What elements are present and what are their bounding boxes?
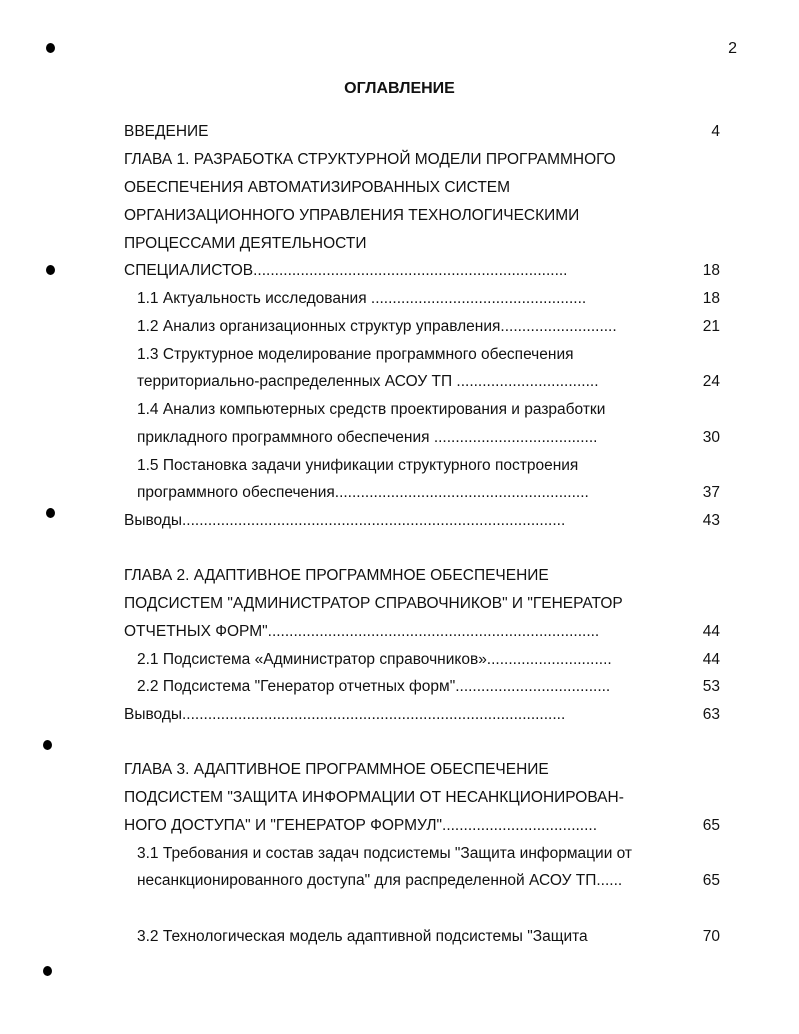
toc-page-number: 53 bbox=[702, 678, 720, 695]
toc-page-number: 44 bbox=[702, 651, 720, 668]
punch-hole-mark bbox=[43, 740, 52, 750]
toc-section-1-5: 1.5 Постановка задачи унификации структурного построения bbox=[137, 457, 579, 474]
toc-section-3-1: 3.1 Требования и состав задач подсистемы "Защита информации от bbox=[137, 845, 633, 862]
page-number: 2 bbox=[728, 40, 737, 57]
toc-chapter-2-title: ПОДСИСТЕМ "АДМИНИСТРАТОР СПРАВОЧНИКОВ" И "ГЕНЕРАТОР bbox=[124, 595, 623, 612]
toc-page-number: 18 bbox=[702, 290, 720, 307]
punch-hole-mark bbox=[46, 43, 55, 53]
toc-page-number: 44 bbox=[702, 623, 720, 640]
toc-section-3-1: несанкционированного доступа" для распределенной АСОУ ТП...... bbox=[137, 872, 623, 889]
toc-page-number: 70 bbox=[702, 928, 720, 945]
toc-page-number: 18 bbox=[702, 262, 720, 279]
toc-section-2-1: 2.1 Подсистема «Администратор справочников»............................. bbox=[137, 651, 612, 668]
toc-chapter-1-title: ОРГАНИЗАЦИОННОГО УПРАВЛЕНИЯ ТЕХНОЛОГИЧЕСКИМИ bbox=[124, 207, 580, 224]
toc-chapter-3-title: ПОДСИСТЕМ "ЗАЩИТА ИНФОРМАЦИИ ОТ НЕСАНКЦИОНИРОВАН- bbox=[124, 789, 624, 806]
toc-chapter-3-title: НОГО ДОСТУПА" И "ГЕНЕРАТОР ФОРМУЛ".................................... bbox=[124, 817, 598, 834]
toc-page-number: 30 bbox=[702, 429, 720, 446]
toc-conclusions-2: Выводы......................................................................................... bbox=[124, 706, 566, 723]
toc-page-number: 24 bbox=[702, 373, 720, 390]
toc-entry-introduction: ВВЕДЕНИЕ bbox=[124, 123, 209, 140]
toc-page-number: 65 bbox=[702, 872, 720, 889]
toc-chapter-2-title: ОТЧЕТНЫХ ФОРМ"............................................................................. bbox=[124, 623, 600, 640]
toc-chapter-3-title: ГЛАВА 3. АДАПТИВНОЕ ПРОГРАММНОЕ ОБЕСПЕЧЕНИЕ bbox=[124, 761, 549, 778]
toc-chapter-1-title: СПЕЦИАЛИСТОВ......................................................................... bbox=[124, 262, 568, 279]
toc-chapter-1-title: ГЛАВА 1. РАЗРАБОТКА СТРУКТУРНОЙ МОДЕЛИ ПРОГРАММНОГО bbox=[124, 151, 616, 168]
toc-section-1-1: 1.1 Актуальность исследования .................................................. bbox=[137, 290, 587, 307]
toc-page-number: 63 bbox=[702, 706, 720, 723]
toc-page-number: 43 bbox=[702, 512, 720, 529]
toc-title: ОГЛАВЛЕНИЕ bbox=[344, 80, 455, 97]
toc-section-1-3: территориально-распределенных АСОУ ТП ................................. bbox=[137, 373, 599, 390]
toc-section-1-3: 1.3 Структурное моделирование программного обеспечения bbox=[137, 346, 574, 363]
toc-page-number: 65 bbox=[702, 817, 720, 834]
toc-section-3-2: 3.2 Технологическая модель адаптивной подсистемы "Защита bbox=[137, 928, 588, 945]
toc-page-number: 37 bbox=[702, 484, 720, 501]
toc-chapter-1-title: ОБЕСПЕЧЕНИЯ АВТОМАТИЗИРОВАННЫХ СИСТЕМ bbox=[124, 179, 511, 196]
toc-chapter-2-title: ГЛАВА 2. АДАПТИВНОЕ ПРОГРАММНОЕ ОБЕСПЕЧЕНИЕ bbox=[124, 567, 549, 584]
punch-hole-mark bbox=[43, 966, 52, 976]
toc-section-1-2: 1.2 Анализ организационных структур управления........................... bbox=[137, 318, 617, 335]
toc-section-1-4: прикладного программного обеспечения ...................................... bbox=[137, 429, 598, 446]
punch-hole-mark bbox=[46, 265, 55, 275]
toc-page-number: 4 bbox=[711, 123, 720, 140]
toc-section-2-2: 2.2 Подсистема "Генератор отчетных форм".................................... bbox=[137, 678, 611, 695]
toc-section-1-4: 1.4 Анализ компьютерных средств проектирования и разработки bbox=[137, 401, 606, 418]
toc-chapter-1-title: ПРОЦЕССАМИ ДЕЯТЕЛЬНОСТИ bbox=[124, 235, 367, 252]
punch-hole-mark bbox=[46, 508, 55, 518]
toc-page-number: 21 bbox=[702, 318, 720, 335]
toc-section-1-5: программного обеспечения........................................................... bbox=[137, 484, 589, 501]
toc-conclusions-1: Выводы......................................................................................... bbox=[124, 512, 566, 529]
